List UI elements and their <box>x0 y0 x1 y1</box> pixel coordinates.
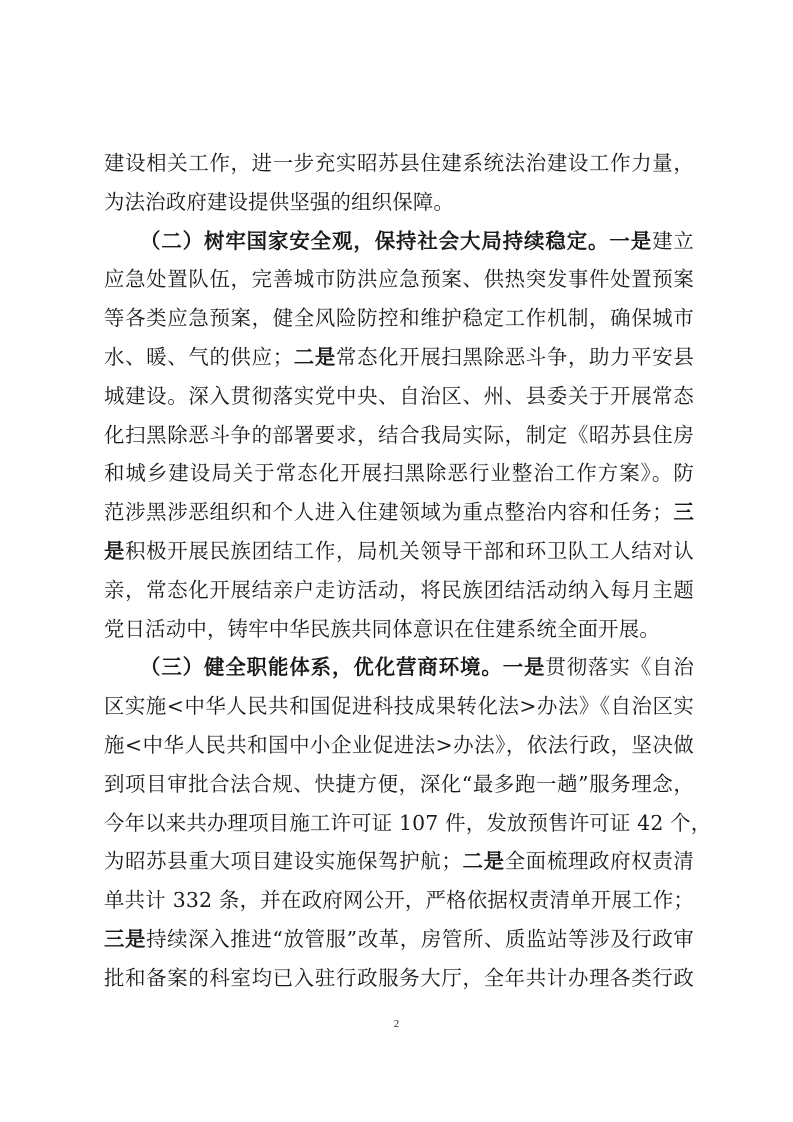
text-line <box>104 454 694 493</box>
text-run: 水、暖、气的供应； <box>104 344 294 369</box>
text-run: 党日活动中，铸牢中华民族共同体意识在住建系统全面开展。 <box>104 616 660 641</box>
text-line <box>104 416 694 455</box>
text-run: 贯彻落实《自治 <box>545 655 694 680</box>
text-line <box>104 726 694 765</box>
text-run: 为昭苏县重大项目建设实施保驾护航； <box>104 849 463 874</box>
bold-text-run: 是 <box>104 538 126 563</box>
text-run: 单共计 332 条，并在政府网公开，严格依据权责清单开展工作； <box>104 888 694 913</box>
body-text <box>104 144 712 998</box>
text-line <box>104 493 694 532</box>
text-line <box>104 881 694 920</box>
text-run: 区实施<中华人民共和国促进科技成果转化法>办法》《自治区实 <box>104 694 694 719</box>
text-line <box>104 842 694 881</box>
text-line <box>104 920 694 959</box>
bold-text-run: （三）健全职能体系，优化营商环境。一是 <box>140 655 546 680</box>
bold-text-run: 三 <box>672 500 694 525</box>
text-run: 等各类应急预案，健全风险防控和维护稳定工作机制，确保城市 <box>104 306 694 331</box>
text-run: 批和备案的科室均已入驻行政服务大厅，全年共计办理各类行政 <box>104 965 694 990</box>
text-line <box>104 610 694 649</box>
bold-text-run: 二是 <box>293 344 336 369</box>
text-line <box>104 222 694 261</box>
text-run: 亲，常态化开展结亲户走访活动，将民族团结活动纳入每月主题 <box>104 577 694 602</box>
text-run: 今年以来共办理项目施工许可证 107 件，发放预售许可证 42 个， <box>104 810 712 835</box>
text-run: 城建设。深入贯彻落实党中央、自治区、州、县委关于开展常态 <box>104 383 694 408</box>
text-run: 和城乡建设局关于常态化开展扫黑除恶行业整治工作方案》。防 <box>104 461 694 486</box>
text-run: 全面梳理政府权责清 <box>504 849 694 874</box>
text-line <box>104 144 694 183</box>
bold-text-run: 三是 <box>104 926 147 951</box>
text-run: 施<中华人民共和国中小企业促进法>办法》，依法行政，坚决做 <box>104 732 694 757</box>
text-line <box>104 532 694 571</box>
text-line <box>104 377 694 416</box>
text-line <box>104 571 694 610</box>
text-line <box>104 804 712 843</box>
text-run: 到项目审批合法合规、快捷方便，深化“最多跑一趟”服务理念， <box>104 771 694 796</box>
text-line <box>104 959 694 998</box>
text-run: 积极开展民族团结工作，局机关领导干部和环卫队工人结对认 <box>125 538 694 563</box>
text-run: 范涉黑涉恶组织和个人进入住建领域为重点整治内容和任务； <box>104 500 673 525</box>
text-run: 持续深入推进“放管服”改革，房管所、质监站等涉及行政审 <box>146 926 695 951</box>
text-run: 化扫黑除恶斗争的部署要求，结合我局实际，制定《昭苏县住房 <box>104 422 694 447</box>
text-run: 为法治政府建设提供坚强的组织保障。 <box>104 189 455 214</box>
bold-text-run: （二）树牢国家安全观，保持社会大局持续稳定。一是 <box>140 228 653 253</box>
text-line <box>104 260 694 299</box>
text-line <box>104 687 694 726</box>
text-line <box>104 765 694 804</box>
text-line <box>104 183 694 222</box>
text-run: 应急处置队伍，完善城市防洪应急预案、供热突发事件处置预案 <box>104 267 694 292</box>
text-run: 常态化开展扫黑除恶斗争，助力平安县 <box>335 344 694 369</box>
text-line <box>104 648 694 687</box>
text-line <box>104 299 694 338</box>
text-run: 建立 <box>652 228 694 253</box>
bold-text-run: 二是 <box>462 849 505 874</box>
text-line <box>104 338 694 377</box>
page-number: 2 <box>393 1018 400 1030</box>
text-run: 建设相关工作，进一步充实昭苏县住建系统法治建设工作力量， <box>104 151 694 175</box>
